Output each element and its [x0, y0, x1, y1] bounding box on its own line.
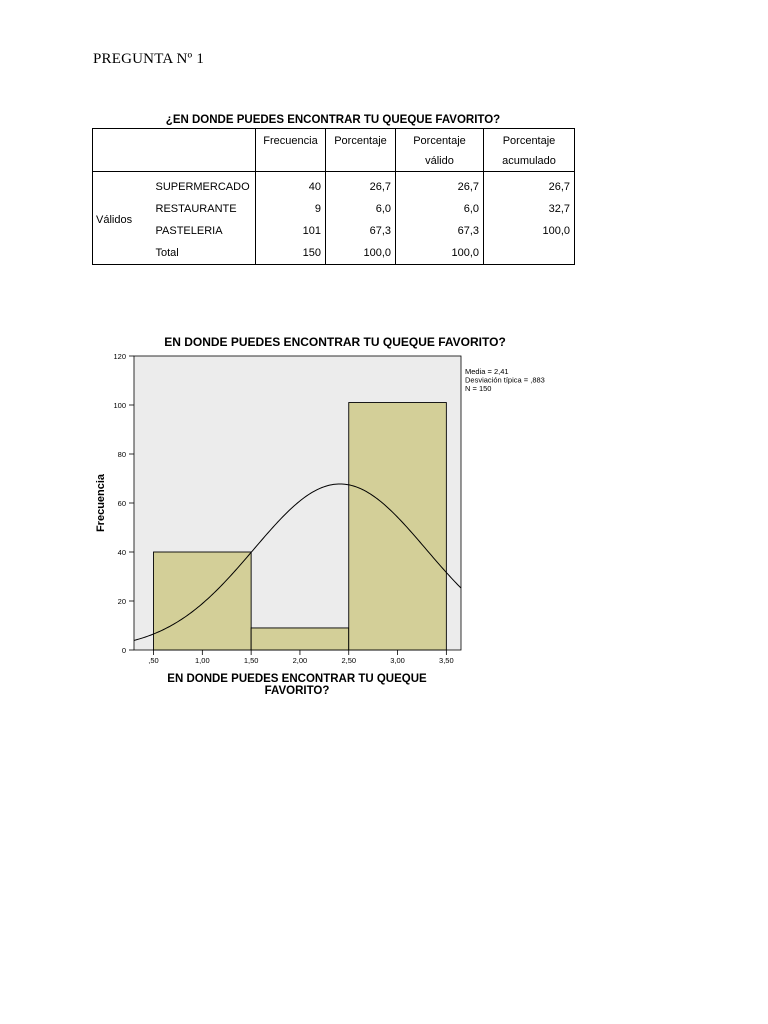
- cell-porcentaje: 67,3: [326, 220, 396, 242]
- cell-valido: 26,7: [396, 172, 484, 199]
- y-tick-label: 100: [113, 401, 126, 410]
- cell-frecuencia: 150: [256, 242, 326, 265]
- stats-line: Desviación típica = ,883: [465, 375, 545, 385]
- cell-acumulado: 32,7: [484, 198, 575, 220]
- x-tick-label: 3,00: [390, 656, 405, 665]
- header-porcentaje-valido: Porcentaje válido: [396, 129, 484, 172]
- row-label: RESTAURANTE: [155, 203, 237, 215]
- x-axis-label-line2: FAVORITO?: [264, 685, 330, 697]
- cell-valido: 67,3: [396, 220, 484, 242]
- row-label: SUPERMERCADO: [155, 181, 250, 193]
- y-tick-label: 20: [117, 597, 126, 606]
- y-tick-label: 60: [117, 499, 126, 508]
- histogram-bar: [251, 628, 349, 650]
- cell-porcentaje: 6,0: [326, 198, 396, 220]
- x-tick-label: 1,00: [195, 656, 210, 665]
- x-tick-label: ,50: [148, 656, 159, 665]
- x-tick-label: 2,00: [292, 656, 308, 665]
- chart-title: EN DONDE PUEDES ENCONTRAR TU QUEQUE FAVORITO?: [164, 335, 506, 349]
- x-tick-label: 2,50: [341, 656, 357, 665]
- x-tick-label: 3,50: [439, 656, 454, 665]
- header-porcentaje-acumulado: Porcentaje acumulado: [484, 129, 575, 172]
- cell-acumulado: 26,7: [484, 172, 575, 199]
- cell-valido: 6,0: [396, 198, 484, 220]
- group-label: Válidos: [93, 172, 147, 265]
- cell-valido: 100,0: [396, 242, 484, 265]
- y-tick-label: 0: [121, 646, 126, 655]
- stats-line: Media = 2,41: [465, 367, 509, 376]
- cell-acumulado: 100,0: [484, 220, 575, 242]
- y-axis-label: Frecuencia: [95, 473, 107, 533]
- histogram-bar: [349, 403, 447, 650]
- y-tick-label: 120: [113, 352, 126, 361]
- row-label: Total: [155, 247, 179, 259]
- y-tick-label: 80: [117, 450, 126, 459]
- cell-frecuencia: 9: [256, 198, 326, 220]
- header-porcentaje: Porcentaje: [326, 129, 396, 172]
- cell-frecuencia: 40: [256, 172, 326, 199]
- histogram-bar: [154, 552, 252, 650]
- page-heading: PREGUNTA Nº 1: [93, 51, 205, 67]
- row-label: PASTELERIA: [155, 225, 223, 237]
- header-frecuencia: Frecuencia: [256, 129, 326, 172]
- cell-porcentaje: 26,7: [326, 172, 396, 199]
- x-axis-label-line1: EN DONDE PUEDES ENCONTRAR TU QUEQUE: [167, 673, 427, 685]
- stats-line: N = 150: [465, 384, 492, 393]
- table-title: ¿EN DONDE PUEDES ENCONTRAR TU QUEQUE FAVORITO?: [165, 114, 501, 126]
- x-tick-label: 1,50: [243, 656, 259, 665]
- cell-porcentaje: 100,0: [326, 242, 396, 265]
- y-tick-label: 40: [117, 548, 126, 557]
- cell-frecuencia: 101: [256, 220, 326, 242]
